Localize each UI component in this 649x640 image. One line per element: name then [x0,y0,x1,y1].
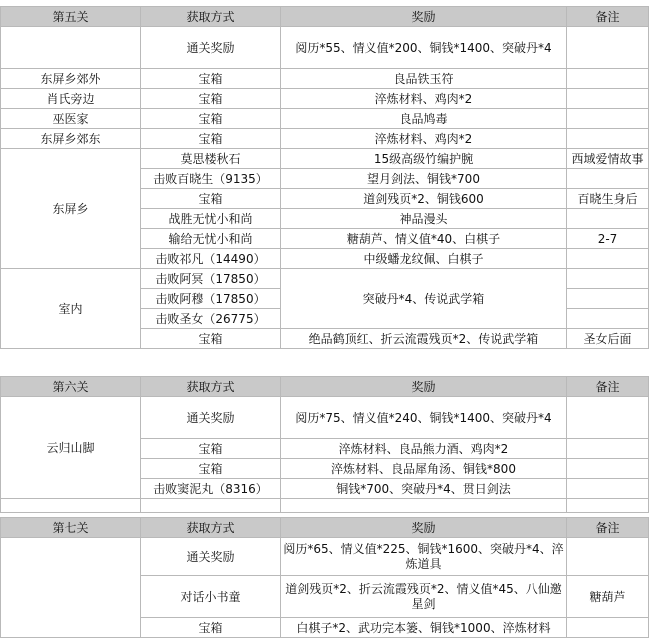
col-header-reward: 奖励 [281,377,567,397]
note-cell [567,169,649,189]
note-cell [567,397,649,439]
reward-cell: 神品漫头 [281,209,567,229]
note-cell [567,439,649,459]
note-cell: 2-7 [567,229,649,249]
note-cell [567,109,649,129]
note-cell [567,209,649,229]
note-cell: 西域爱情故事 [567,149,649,169]
table-row [1,109,649,129]
empty-cell [1,538,141,638]
table-row [1,397,649,439]
reward-cell: 道剑残页*2、折云流霞残页*2、情义值*45、八仙邀星剑 [281,576,567,618]
empty-cell [1,27,141,69]
reward-cell: 铜钱*700、突破丹*4、贯日剑法 [281,479,567,499]
source-cell: 击败阿穆（17850） [141,289,281,309]
reward-cell: 望月剑法、铜钱*700 [281,169,567,189]
reward-cell: 淬炼材料、鸡肉*2 [281,89,567,109]
location-cell: 肖氏旁边 [1,89,141,109]
empty-cell [281,499,567,513]
empty-cell [1,499,141,513]
source-cell: 通关奖励 [141,538,281,576]
source-cell: 击败窦泥丸（8316） [141,479,281,499]
reward-cell: 阅历*75、情义值*240、铜钱*1400、突破丹*4 [281,397,567,439]
note-cell [567,289,649,309]
note-cell: 百晓生身后 [567,189,649,209]
location-cell: 室内 [1,269,141,349]
source-cell: 击败祁凡（14490） [141,249,281,269]
source-cell: 宝箱 [141,189,281,209]
location-cell: 巫医家 [1,109,141,129]
table-row [1,499,649,513]
reward-cell: 糖葫芦、情义值*40、白棋子 [281,229,567,249]
col-header-source: 获取方式 [141,518,281,538]
source-cell: 通关奖励 [141,397,281,439]
source-cell: 击败阿冥（17850） [141,269,281,289]
note-cell: 糖葫芦 [567,576,649,618]
source-cell: 莫思楼秋石 [141,149,281,169]
reward-cell: 白棋子*2、武功完本篓、铜钱*1000、淬炼材料 [281,618,567,638]
stage6-title: 第六关 [1,377,141,397]
source-cell: 宝箱 [141,109,281,129]
table-row [1,69,649,89]
reward-cell: 阅历*65、情义值*225、铜钱*1600、突破丹*4、淬炼道具 [281,538,567,576]
reward-cell: 淬炼材料、良品熊力酒、鸡肉*2 [281,439,567,459]
table-row [1,538,649,576]
reward-cell: 中级蟠龙纹佩、白棋子 [281,249,567,269]
stage6-table [0,376,649,513]
empty-cell [141,499,281,513]
note-cell [567,249,649,269]
stage5-title: 第五关 [1,7,141,27]
stage6-header-row [1,377,649,397]
note-cell [567,89,649,109]
col-header-reward: 奖励 [281,518,567,538]
stage5-header-row [1,7,649,27]
note-cell [567,269,649,289]
location-cell: 东屏乡郊东 [1,129,141,149]
reward-cell: 淬炼材料、良品犀角汤、铜钱*800 [281,459,567,479]
source-cell: 输给无忧小和尚 [141,229,281,249]
location-cell: 云归山脚 [1,397,141,499]
note-cell [567,129,649,149]
note-cell [567,27,649,69]
reward-cell: 良品鸠毒 [281,109,567,129]
reward-cell: 突破丹*4、传说武学箱 [281,269,567,329]
stage7-title: 第七关 [1,518,141,538]
source-cell: 击败圣女（26775） [141,309,281,329]
source-cell: 宝箱 [141,439,281,459]
location-cell: 东屏乡 [1,149,141,269]
source-cell: 宝箱 [141,618,281,638]
reward-cell: 道剑残页*2、铜钱600 [281,189,567,209]
stage7-header-row [1,518,649,538]
note-cell [567,618,649,638]
empty-cell [567,499,649,513]
table-row [1,129,649,149]
source-cell: 通关奖励 [141,27,281,69]
location-cell: 东屏乡郊外 [1,69,141,89]
reward-cell: 绝品鹤顶红、折云流霞残页*2、传说武学箱 [281,329,567,349]
col-header-reward: 奖励 [281,7,567,27]
note-cell [567,69,649,89]
source-cell: 宝箱 [141,89,281,109]
source-cell: 宝箱 [141,129,281,149]
table-row [1,149,649,169]
note-cell [567,459,649,479]
reward-cell: 阅历*55、情义值*200、铜钱*1400、突破丹*4 [281,27,567,69]
reward-cell: 15级高级竹编护腕 [281,149,567,169]
source-cell: 击败百晓生（9135） [141,169,281,189]
col-header-source: 获取方式 [141,7,281,27]
note-cell [567,479,649,499]
source-cell: 对话小书童 [141,576,281,618]
stage7-table [0,517,649,638]
note-cell: 圣女后面 [567,329,649,349]
col-header-note: 备注 [567,518,649,538]
table-row [1,27,649,69]
table-row [1,269,649,289]
table-row [1,89,649,109]
source-cell: 宝箱 [141,459,281,479]
col-header-source: 获取方式 [141,377,281,397]
reward-cell: 良品铁玉符 [281,69,567,89]
source-cell: 宝箱 [141,69,281,89]
note-cell [567,309,649,329]
stage5-table [0,6,649,349]
col-header-note: 备注 [567,377,649,397]
source-cell: 宝箱 [141,329,281,349]
note-cell [567,538,649,576]
col-header-note: 备注 [567,7,649,27]
source-cell: 战胜无忧小和尚 [141,209,281,229]
reward-cell: 淬炼材料、鸡肉*2 [281,129,567,149]
